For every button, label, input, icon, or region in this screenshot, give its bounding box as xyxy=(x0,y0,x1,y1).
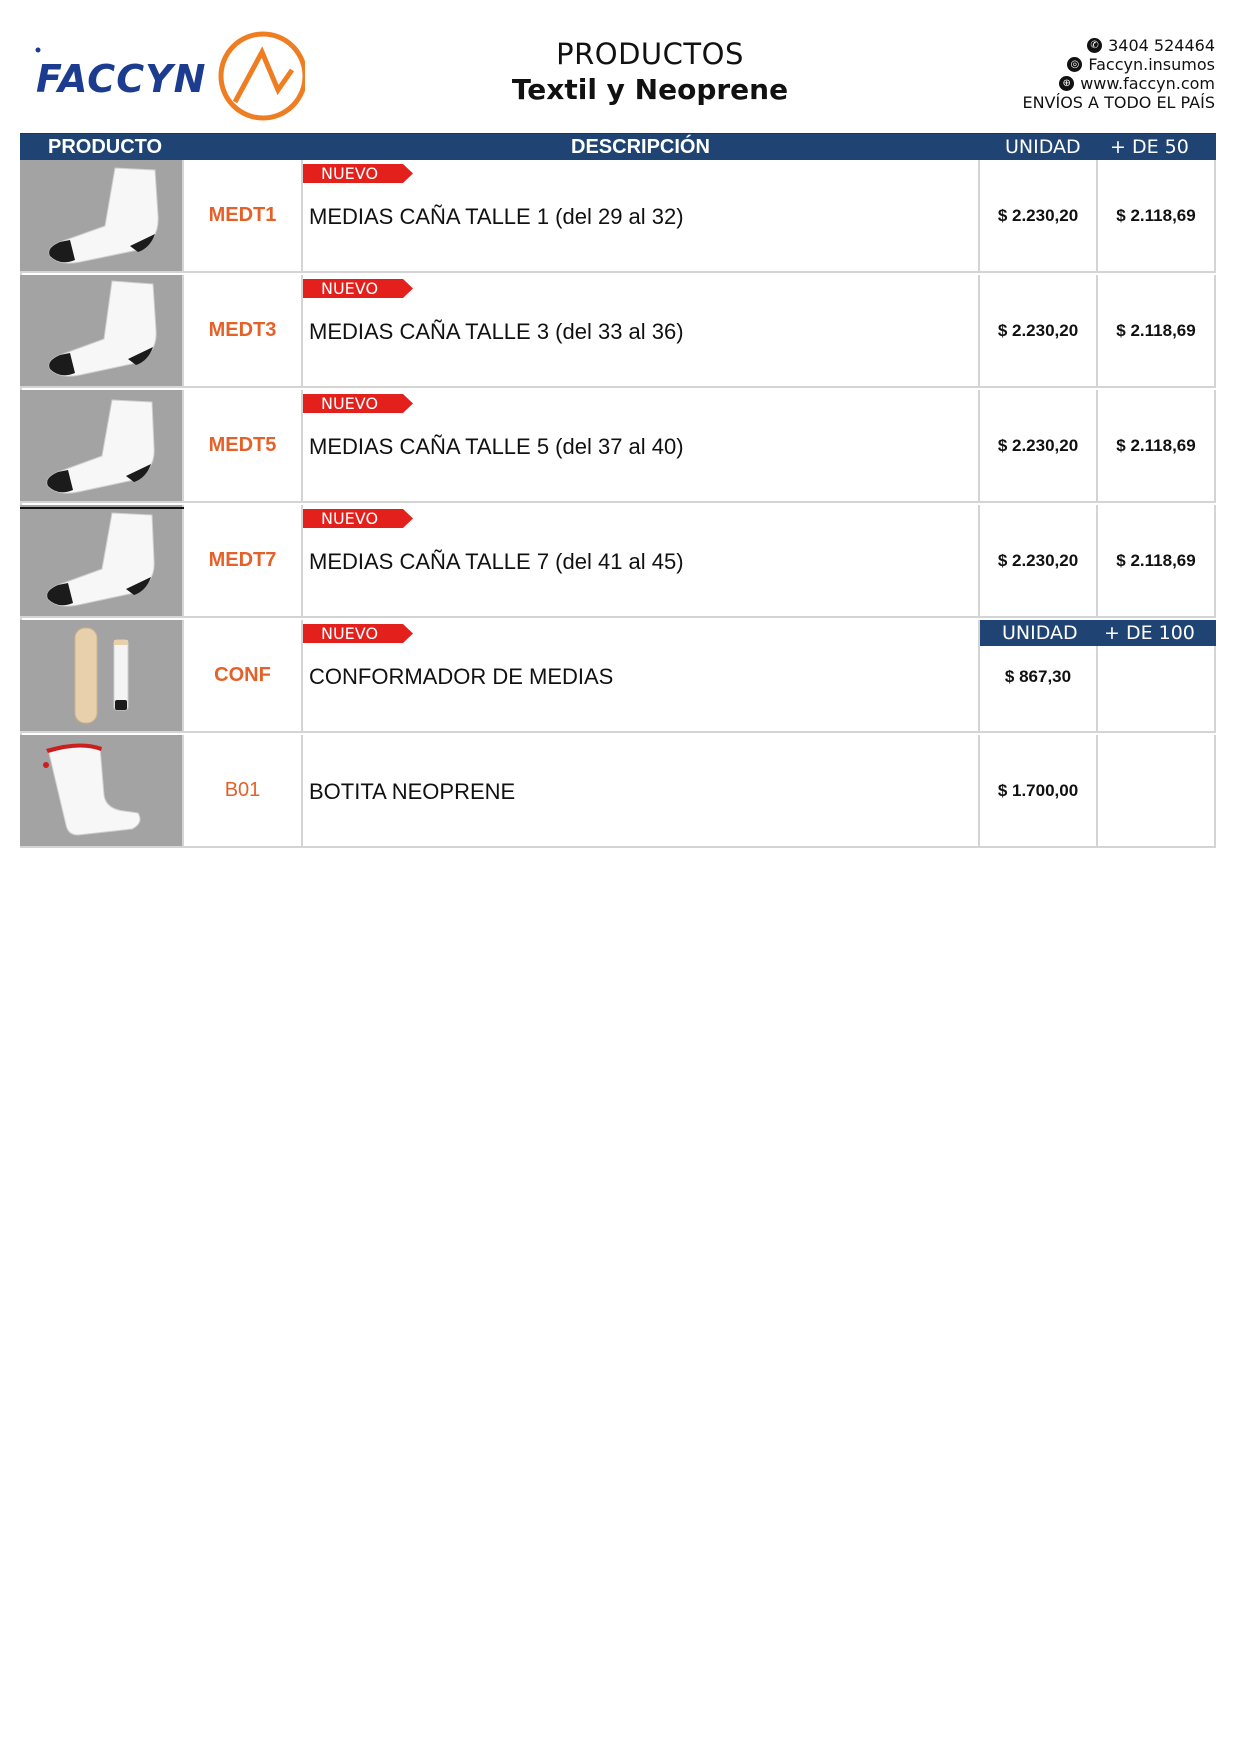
price-unit: $ 1.700,00 xyxy=(980,735,1098,848)
contact-phone: 3404 524464 xyxy=(1108,36,1215,55)
product-image xyxy=(20,735,184,848)
sock-icon xyxy=(20,505,180,615)
faccyn-logo-icon xyxy=(30,30,305,125)
product-description: MEDIAS CAÑA TALLE 1 (del 29 al 32) xyxy=(309,204,684,229)
product-image xyxy=(20,505,184,618)
contact-web: www.faccyn.com xyxy=(1080,74,1215,93)
header-descripcion: DESCRIPCIÓN xyxy=(571,136,710,158)
product-description-cell xyxy=(303,505,980,618)
nuevo-badge-label: NUEVO xyxy=(321,509,379,528)
contact-instagram-row xyxy=(1022,55,1215,74)
svg-text:FACCYN: FACCYN xyxy=(36,57,207,101)
nuevo-badge xyxy=(303,279,413,298)
product-description: MEDIAS CAÑA TALLE 7 (del 41 al 45) xyxy=(309,549,684,574)
contact-web-row xyxy=(1022,74,1215,93)
product-code: CONF xyxy=(184,620,303,733)
title-productos: PRODUCTOS xyxy=(556,37,744,71)
product-description-cell xyxy=(303,620,980,733)
table-row xyxy=(20,735,1216,850)
instagram-icon: ◎ xyxy=(1067,57,1082,72)
nuevo-badge xyxy=(303,164,413,183)
price-bulk: $ 2.118,69 xyxy=(1098,275,1216,388)
price-bulk xyxy=(1098,735,1216,848)
product-code: MEDT7 xyxy=(184,505,303,618)
product-image xyxy=(20,390,184,503)
page-title xyxy=(440,36,860,108)
table-row xyxy=(20,505,1216,620)
product-description-cell xyxy=(303,275,980,388)
nuevo-badge-label: NUEVO xyxy=(321,279,379,298)
contact-phone-row xyxy=(1022,36,1215,55)
price-bulk: $ 2.118,69 xyxy=(1098,505,1216,618)
table-row xyxy=(20,390,1216,505)
globe-icon: ⊕ xyxy=(1059,76,1074,91)
product-description: MEDIAS CAÑA TALLE 5 (del 37 al 40) xyxy=(309,434,684,459)
sock-icon xyxy=(20,160,180,270)
price-bulk: $ 2.118,69 xyxy=(1098,390,1216,503)
nuevo-badge-label: NUEVO xyxy=(321,164,379,183)
nuevo-badge xyxy=(303,394,413,413)
product-description: CONFORMADOR DE MEDIAS xyxy=(309,664,614,689)
contact-instagram: Faccyn.insumos xyxy=(1088,55,1215,74)
sock-icon xyxy=(20,275,180,385)
table-row xyxy=(20,160,1216,275)
price-unit: $ 2.230,20 xyxy=(980,390,1098,503)
neoprene-boot-icon xyxy=(20,735,180,845)
sock-icon xyxy=(20,390,180,500)
sub-header-mas-100 xyxy=(980,620,1216,646)
contact-shipping: ENVÍOS A TODO EL PAÍS xyxy=(1022,93,1215,112)
nuevo-badge-label: NUEVO xyxy=(321,394,379,413)
table-row xyxy=(20,620,1216,735)
sock-shaper-icon xyxy=(20,620,180,730)
product-image xyxy=(20,620,184,733)
product-description-cell xyxy=(303,160,980,273)
product-description-cell xyxy=(303,735,980,848)
price-unit: $ 2.230,20 xyxy=(980,160,1098,273)
product-description: MEDIAS CAÑA TALLE 3 (del 33 al 36) xyxy=(309,319,684,344)
price-unit: $ 867,30 xyxy=(980,620,1098,733)
sub-header-unidad: UNIDAD xyxy=(1002,622,1078,644)
whatsapp-icon: ✆ xyxy=(1087,38,1102,53)
product-description-cell xyxy=(303,390,980,503)
header-unidad: UNIDAD xyxy=(1005,136,1081,158)
product-code: MEDT3 xyxy=(184,275,303,388)
row-divider xyxy=(20,507,184,509)
nuevo-badge-label: NUEVO xyxy=(321,624,379,643)
product-description: BOTITA NEOPRENE xyxy=(309,779,516,804)
header-mas-50: + DE 50 xyxy=(1110,136,1189,158)
price-unit: $ 2.230,20 xyxy=(980,275,1098,388)
price-bulk: $ 2.118,69 xyxy=(1098,160,1216,273)
contact-shipping-row xyxy=(1022,93,1215,112)
header-producto: PRODUCTO xyxy=(48,136,163,158)
contact-info xyxy=(1022,36,1215,112)
product-code: MEDT1 xyxy=(184,160,303,273)
faccyn-logo xyxy=(30,30,305,125)
product-image xyxy=(20,160,184,273)
product-code: B01 xyxy=(184,735,303,848)
nuevo-badge xyxy=(303,509,413,528)
nuevo-badge xyxy=(303,624,413,643)
sub-header-mas: + DE 100 xyxy=(1104,622,1195,644)
table-row xyxy=(20,275,1216,390)
product-code: MEDT5 xyxy=(184,390,303,503)
table-header xyxy=(20,133,1216,160)
title-category: Textil y Neoprene xyxy=(511,73,789,106)
product-image xyxy=(20,275,184,388)
price-unit: $ 2.230,20 xyxy=(980,505,1098,618)
